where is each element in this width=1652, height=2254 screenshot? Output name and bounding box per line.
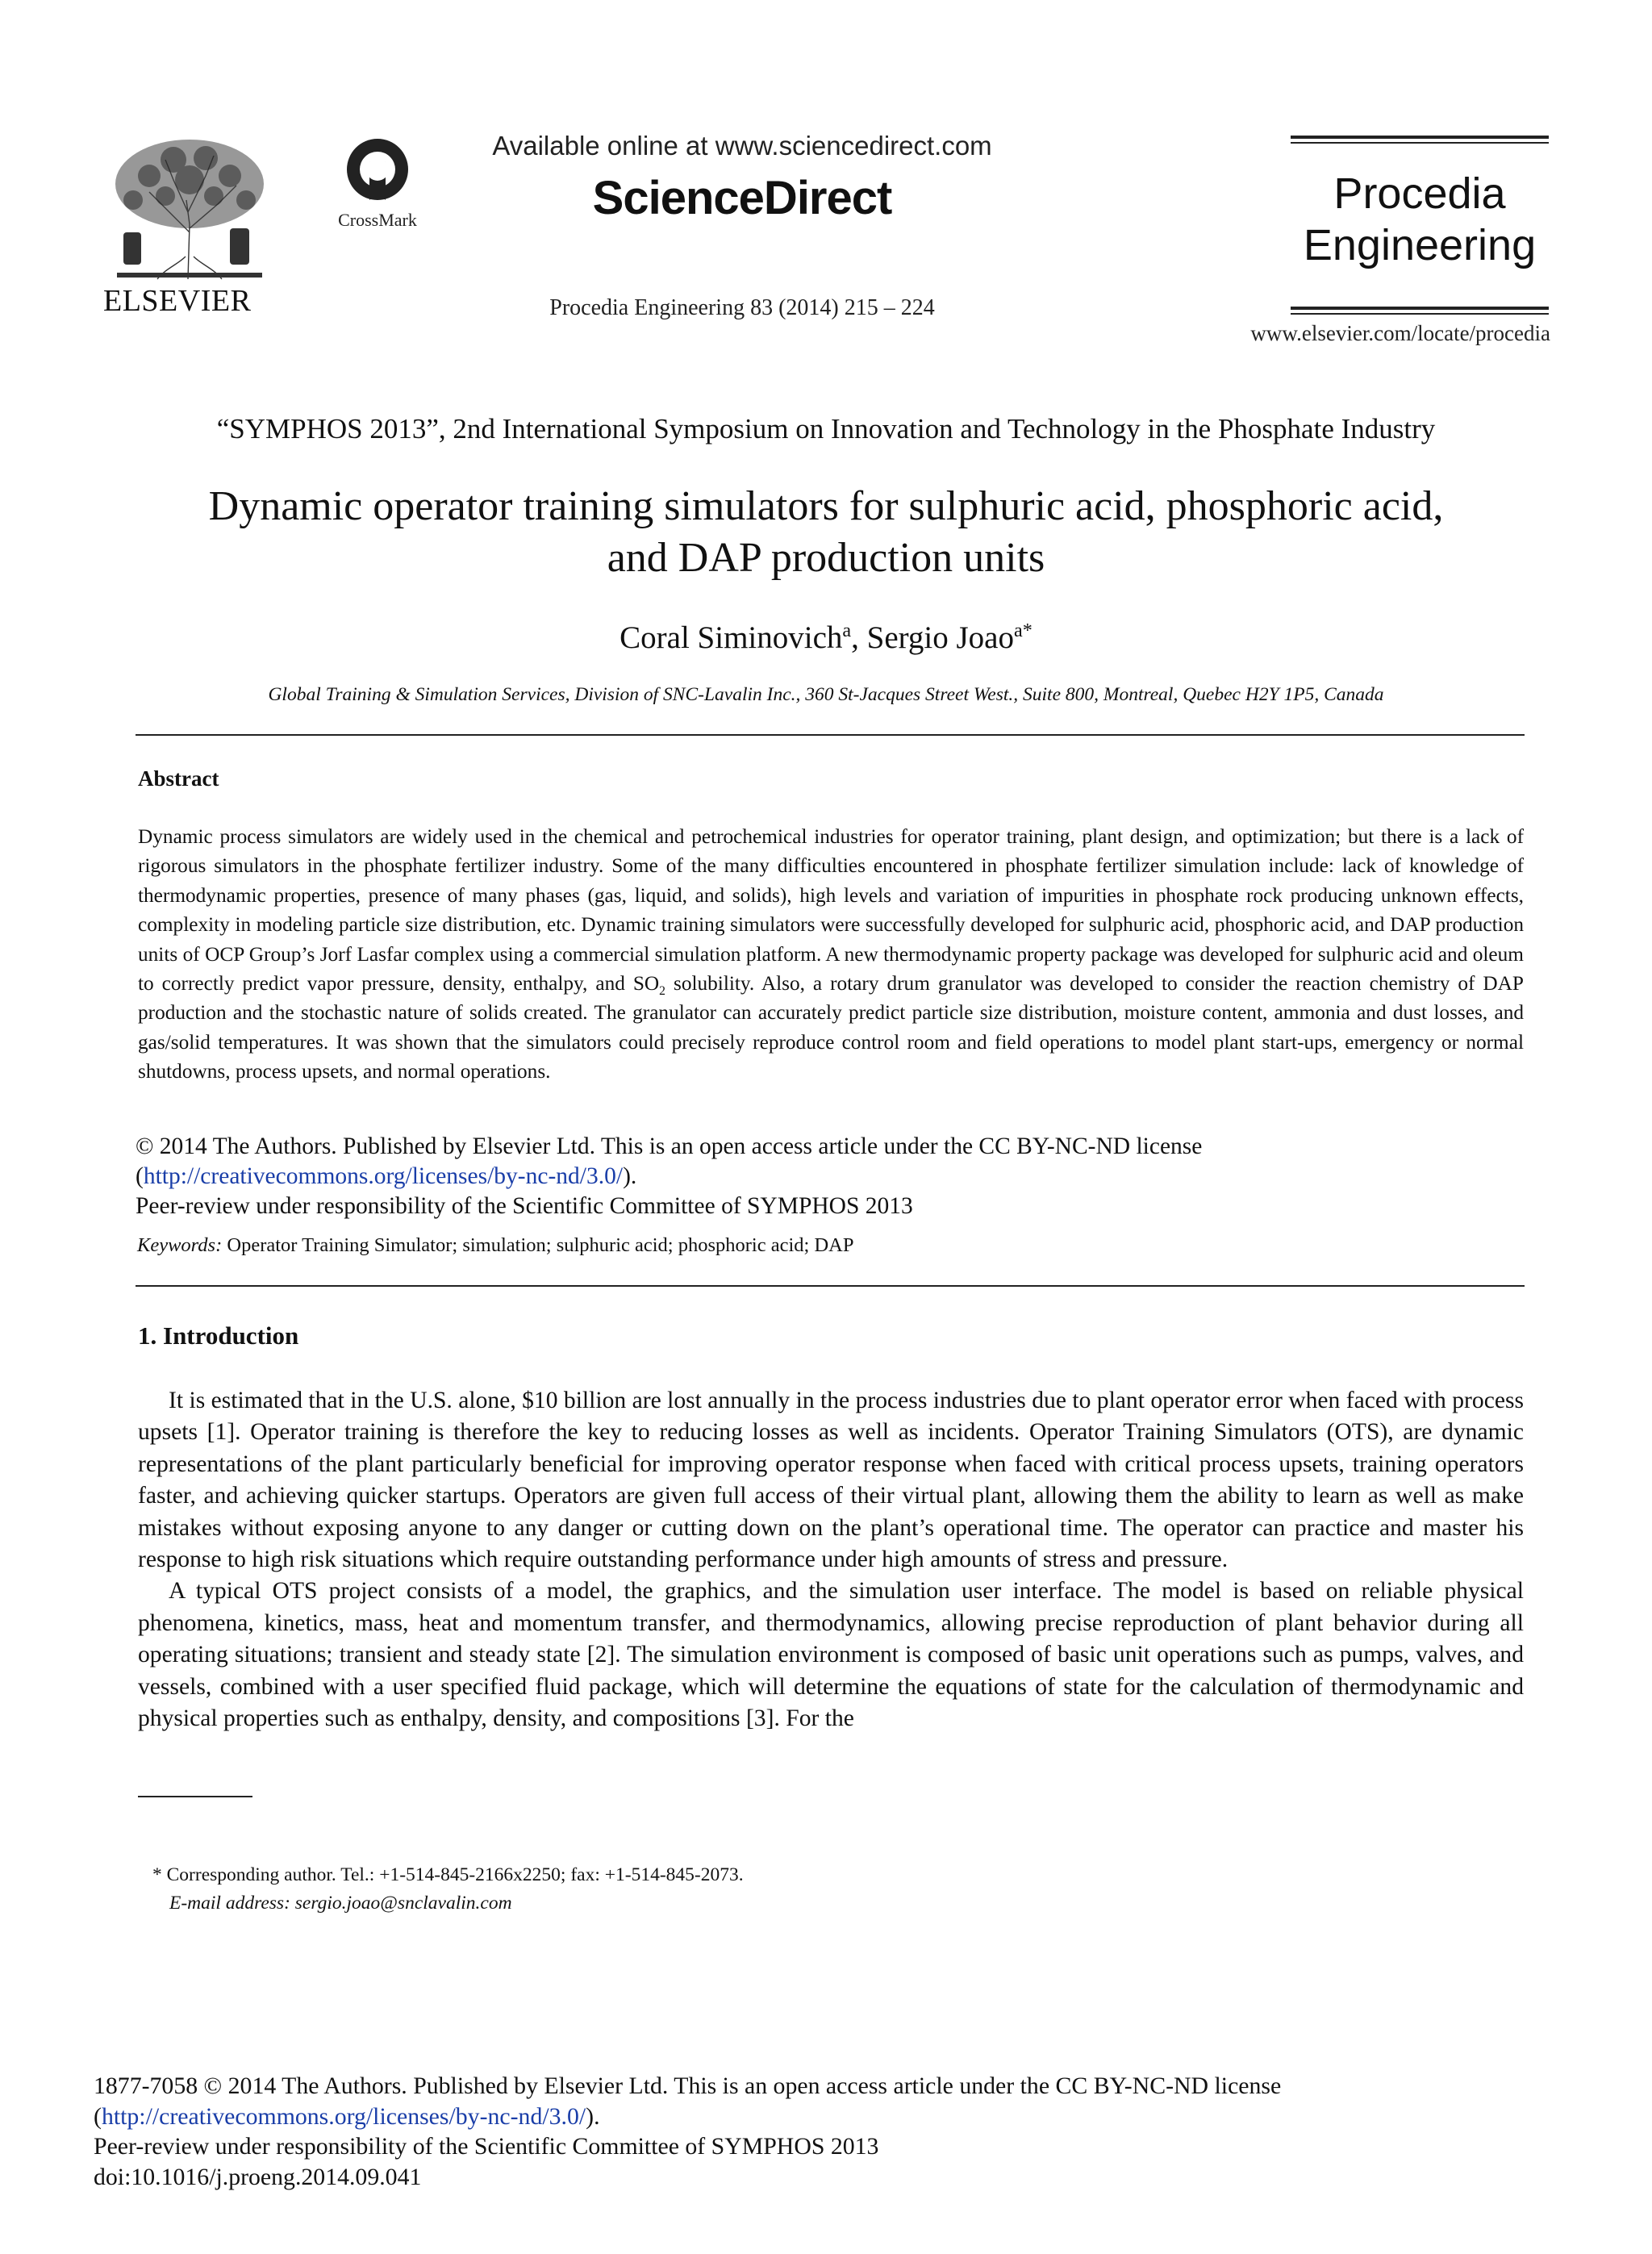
footnote (152, 1861, 744, 1918)
keywords (137, 1234, 853, 1257)
copyright-license-line (136, 1162, 1539, 1192)
paper-title-line1: Dynamic operator training simulators for sulphuric acid, phosphoric acid, (208, 483, 1444, 529)
journal-rule-bottom-1 (1291, 307, 1549, 310)
author-separator: , (851, 620, 867, 655)
journal-url[interactable]: www.elsevier.com/locate/procedia (1250, 321, 1550, 345)
footnote-rule (138, 1796, 252, 1797)
abstract-text-2: solubility. Also, a rotary drum granulator was developed to consider the reaction chemistry of DAP production and the stochastic nature of solids created. The granulator can accurately predict particle size distribution, moisture content, ammonia and dust losses, and gas/solid temperatures. It was shown that the simulators could precisely reproduce control room and field operations to model plant start-ups, emergency or normal shutdowns, process upsets, and normal operations. (138, 972, 1524, 1083)
elsevier-tree-icon (109, 136, 270, 281)
copyright-line: © 2014 The Authors. Published by Elsevier Ltd. This is an open access article under the CC BY-NC-ND license (136, 1133, 1203, 1159)
journal-rule-top-2 (1291, 142, 1549, 144)
abstract-text-1: Dynamic process simulators are widely used in the chemical and petrochemical industries for operator training, plant design, and optimization; but there is a lack of rigorous simulators in the phosphate fertilizer industry. Some of the many difficulties encountered in phosphate fertilizer simulation include: lack of knowledge of thermodynamic properties, presence of many phases (gas, liquid, and solids), high levels and variation of impurities in phosphate rock producing unknown effects, complexity in modeling particle size distribution, etc. Dynamic training simulators were successfully developed for sulphuric acid, phosphoric acid, and DAP production units of OCP Group’s Jorf Lasfar complex using a commercial simulation platform. A new thermodynamic property package was developed for sulphuric acid and oleum to correctly predict vapor pressure, density, enthalpy, and SO (138, 825, 1524, 996)
footer-license-line (94, 2102, 1594, 2132)
introduction-body (138, 1385, 1524, 1734)
page-footer (94, 2071, 1594, 2192)
footer-peer-review-line: Peer-review under responsibility of the Scientific Committee of SYMPHOS 2013 (94, 2133, 879, 2160)
authors (48, 620, 1604, 656)
journal-name (1291, 168, 1549, 271)
elsevier-wordmark: ELSEVIER (103, 284, 252, 318)
license-link[interactable]: http://creativecommons.org/licenses/by-nc-nd/3.0/ (143, 1163, 624, 1189)
crossmark-badge[interactable] (329, 137, 426, 242)
keywords-list: Operator Training Simulator; simulation; sulphuric acid; phosphoric acid; DAP (222, 1234, 854, 1256)
author-2-affil (1014, 620, 1032, 641)
crossmark-icon (345, 137, 410, 211)
author-1-affil: a (842, 620, 852, 641)
corresponding-author-note: * Corresponding author. Tel.: +1-514-845-2166x2250; fax: +1-514-845-2073. (152, 1864, 744, 1885)
abstract-body (138, 822, 1524, 1087)
footer-license-link[interactable]: http://creativecommons.org/licenses/by-nc-nd/3.0/ (101, 2102, 586, 2130)
journal-rule-top-1 (1291, 136, 1549, 139)
issn-copyright-line: 1877-7058 © 2014 The Authors. Published by Elsevier Ltd. This is an open access article under the CC BY-NC-ND license (94, 2072, 1282, 2099)
elsevier-logo (105, 136, 274, 321)
license-paren-open: ( (136, 1163, 144, 1189)
introduction-heading: 1. Introduction (138, 1321, 299, 1350)
crossmark-label: CrossMark (338, 210, 417, 230)
divider-top (136, 734, 1525, 736)
journal-name-line1: Procedia (1333, 169, 1506, 218)
divider-bottom (136, 1285, 1525, 1287)
abstract-heading: Abstract (138, 766, 219, 791)
license-paren-close: ). (623, 1163, 637, 1189)
copyright-block (136, 1132, 1539, 1221)
paper-title (48, 481, 1604, 584)
peer-review-line: Peer-review under responsibility of the Scientific Committee of SYMPHOS 2013 (136, 1193, 913, 1219)
conference-line: “SYMPHOS 2013”, 2nd International Symposium on Innovation and Technology in the Phosphate Industry (216, 413, 1436, 445)
author-2-corresponding-mark: * (1022, 620, 1032, 641)
author-email[interactable]: E-mail address: sergio.joao@snclavalin.com (169, 1893, 512, 1914)
author-2-affil-letter: a (1014, 620, 1023, 641)
author-2: Sergio Joao (866, 620, 1014, 655)
paper-title-line2: and DAP production units (607, 535, 1045, 581)
introduction-paragraph-2: A typical OTS project consists of a model, the graphics, and the simulation user interface. The model is based on reliable physical phenomena, kinetics, mass, heat and momentum transfer, and thermodynamics, allowing precise reproduction of plant behavior during all operating situations; transient and steady state [2]. The simulation environment is composed of basic unit operations such as pumps, valves, and vessels, combined with a user specified fluid package, which will determine the equations of state for the calculation of thermodynamic and physical properties such as enthalpy, density, and compositions [3]. For the (138, 1578, 1524, 1732)
keywords-label: Keywords: (137, 1234, 223, 1256)
sciencedirect-wordmark[interactable]: ScienceDirect (592, 172, 892, 224)
journal-citation: Procedia Engineering 83 (2014) 215 – 224 (549, 295, 935, 320)
author-1: Coral Siminovich (620, 620, 843, 655)
doi-line[interactable]: doi:10.1016/j.proeng.2014.09.041 (94, 2163, 422, 2190)
abstract-so2-subscript: 2 (659, 984, 666, 999)
affiliation: Global Training & Simulation Services, Division of SNC-Lavalin Inc., 360 St-Jacques Street West., Suite 800, Montreal, Quebec H2Y 1P5, Canada (268, 684, 1384, 705)
introduction-paragraph-1: It is estimated that in the U.S. alone, $10 billion are lost annually in the process industries due to plant operator error when faced with process upsets [1]. Operator training is therefore the key to reducing losses as well as incidents. Operator Training Simulators (OTS), are dynamic representations of the plant particularly beneficial for improving operator response when faced with critical process upsets, training operators faster, and achieving quicker startups. Operators are given full access of their virtual plant, allowing them the ability to learn as well as make mistakes without exposing anyone to any danger or cutting down on the plant’s operational time. The operator can practice and master his response to high risk situations which require outstanding performance under high amounts of stress and pressure. (138, 1388, 1524, 1573)
journal-rule-bottom-2 (1291, 313, 1549, 315)
footer-paren-open: ( (94, 2102, 102, 2130)
available-online[interactable]: Available online at www.sciencedirect.com (492, 131, 992, 161)
footer-paren-close: ). (586, 2102, 600, 2130)
journal-name-line2: Engineering (1303, 221, 1537, 269)
